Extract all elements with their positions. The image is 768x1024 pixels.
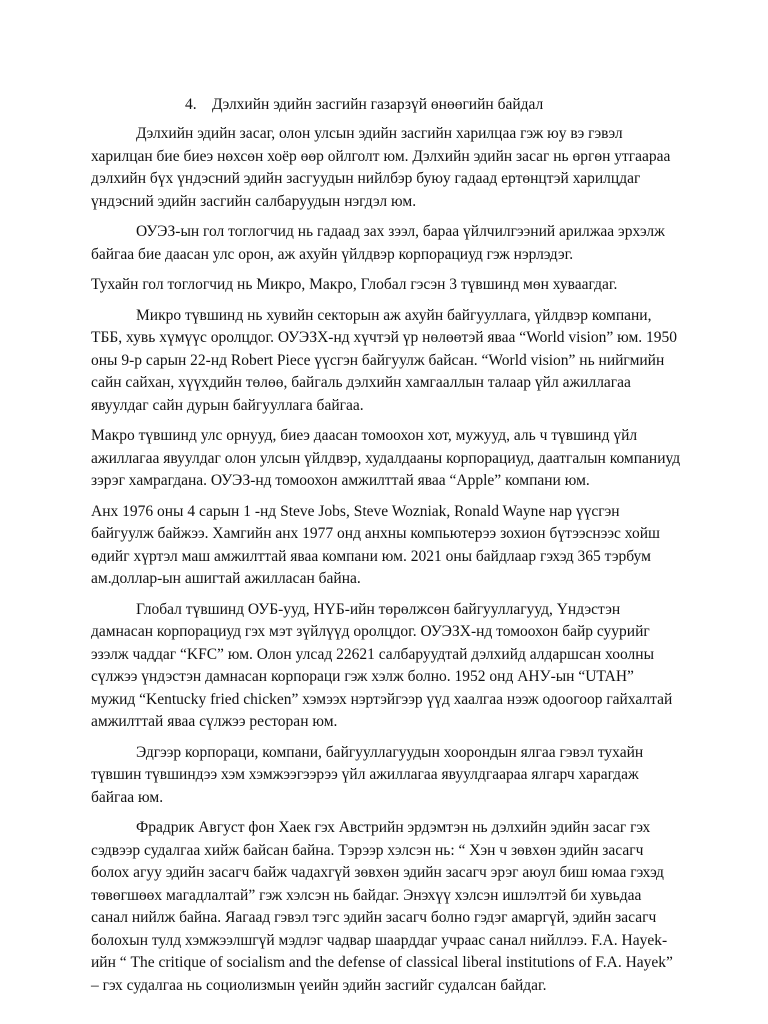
paragraph-global: Глобал түвшинд ОУБ-ууд, НҮБ-ийн төрөлжсөн байгууллагууд, Үндэстэн дамнасан корпорациуд гэх мэт зүйлүүд оролцдог. ОУЭЗХ-нд томоохон байр суурийг эзэлж чаддаг “KFC” юм. Олон улсад 22621 салбаруудтай дэлхийд алдаршсан хоолны сүлжээ үндэстэн дамнасан корпораци гэж хэлж болно. 1952 онд АНУ-ын “UTAH” мужид “Kentucky fried chicken” хэмээх нэртэйгээр үүд хаалгаа нээж одоогоор гайхалтай амжилттай яваа сүлжээ ресторан юм. xyxy=(91,600,673,730)
paragraph-apple: Анх 1976 оны 4 сарын 1 -нд Steve Jobs, Steve Wozniak, Ronald Wayne нар үүсгэн байгуулж байжээ. Хамгийн анх 1977 онд анхны компьютерээ зохион бүтээснээс хойш өдийг хүртэл маш амжилттай яваа компани юм. 2021 оны байдлаар гэхэд 365 тэрбум ам.доллар-ын ашигтай ажилласан байна. xyxy=(91,502,660,587)
paragraph-intro: Дэлхийн эдийн засаг, олон улсын эдийн засгийн харилцаа гэж юу вэ гэвэл харилцан бие биеэ нөхсөн хоёр өөр ойлголт юм. Дэлхийн эдийн засаг нь өргөн утгаараа дэлхийн бүх үндэсний эдийн засгуудын нийлбэр буюу гадаад ертөнцтэй харилцдаг үндэсний эдийн засгийн салбаруудын нэгдэл юм. xyxy=(91,125,671,210)
section-number: 4. xyxy=(185,96,197,113)
paragraph-levels: Тухайн гол тоглогчид нь Микро, Макро, Глобал гэсэн 3 түвшинд мөн хуваагдаг. xyxy=(91,276,618,293)
paragraph-micro: Микро түвшинд нь хувийн секторын аж ахуйн байгууллага, үйлдвэр компани, ТББ, хувь хүмүүс оролцдог. ОУЭЗХ-нд хүчтэй үр нөлөөтэй яваа “World vision” юм. 1950 оны 9-р сарын 22-нд Robert Piece үүсгэн байгуулж байсан. “World vision” нь нийгмийн сайн сайхан, хүүхдийн төлөө, байгаль дэлхийн хамгааллын талаар үйл ажиллагаа явуулдаг сайн дурын байгууллага байгаа. xyxy=(91,306,678,414)
paragraph-hayek: Фрадрик Август фон Хаек гэх Австрийн эрдэмтэн нь дэлхийн эдийн засаг гэх сэдвээр судалгаа хийж байсан байна. Тэрээр хэлсэн нь: “ Хэн ч зөвхөн эдийн засагч болох агуу эдийн засагч байж чадахгүй зөвхөн эдийн засагч эрэг аюул биш юмаа гэхэд төвөгшөөх магадлалтай” гэж хэлсэн нь байдаг. Энэхүү хэлсэн ишлэлтэй би хувьдаа санал нийлж байна. Яагаад гэвэл тэгс эдийн засагч болно гэдэг амаргүй, эдийн засагч болохын тулд хэмжээлшгүй мэдлэг чадвар шаарддаг учраас санал нийллээ. F.A. Hayek-ийн “ The critique of socialism and the defense of classical liberal institutions of F.A. Hayek” – гэх судалгаа нь социолизмын үеийн эдийн засгийг судалсан байдаг. xyxy=(91,819,673,994)
section-heading xyxy=(185,95,543,115)
paragraph-differences: Эдгээр корпораци, компани, байгууллагуудын хоорондын ялгаа гэвэл тухайн түвшин түвшиндээ хэм хэмжээгээрээ үйл ажиллагаа явуулдгаараа ялгарч харагдаж байгаа юм. xyxy=(91,743,644,806)
section-title: Дэлхийн эдийн засгийн газарзүй өнөөгийн байдал xyxy=(212,96,544,113)
paragraph-main-players: ОУЭЗ-ын гол тоглогчид нь гадаад зах зээл, бараа үйлчилгээний арилжаа эрхэлж байгаа бие даасан улс орон, аж ахуйн үйлдвэр корпорациуд гэж нэрлэдэг. xyxy=(91,223,665,263)
paragraph-macro: Макро түвшинд улс орнууд, биеэ даасан томоохон хот, мужууд, аль ч түвшинд үйл ажиллагаа явуулдаг олон улсын үйлдвэр, худалдааны корпорациуд, даатгалын компаниуд зэрэг хамрагдана. ОУЭЗ-нд томоохон амжилттай яваа “Apple” компани юм. xyxy=(91,427,681,489)
document-body xyxy=(91,123,681,1005)
